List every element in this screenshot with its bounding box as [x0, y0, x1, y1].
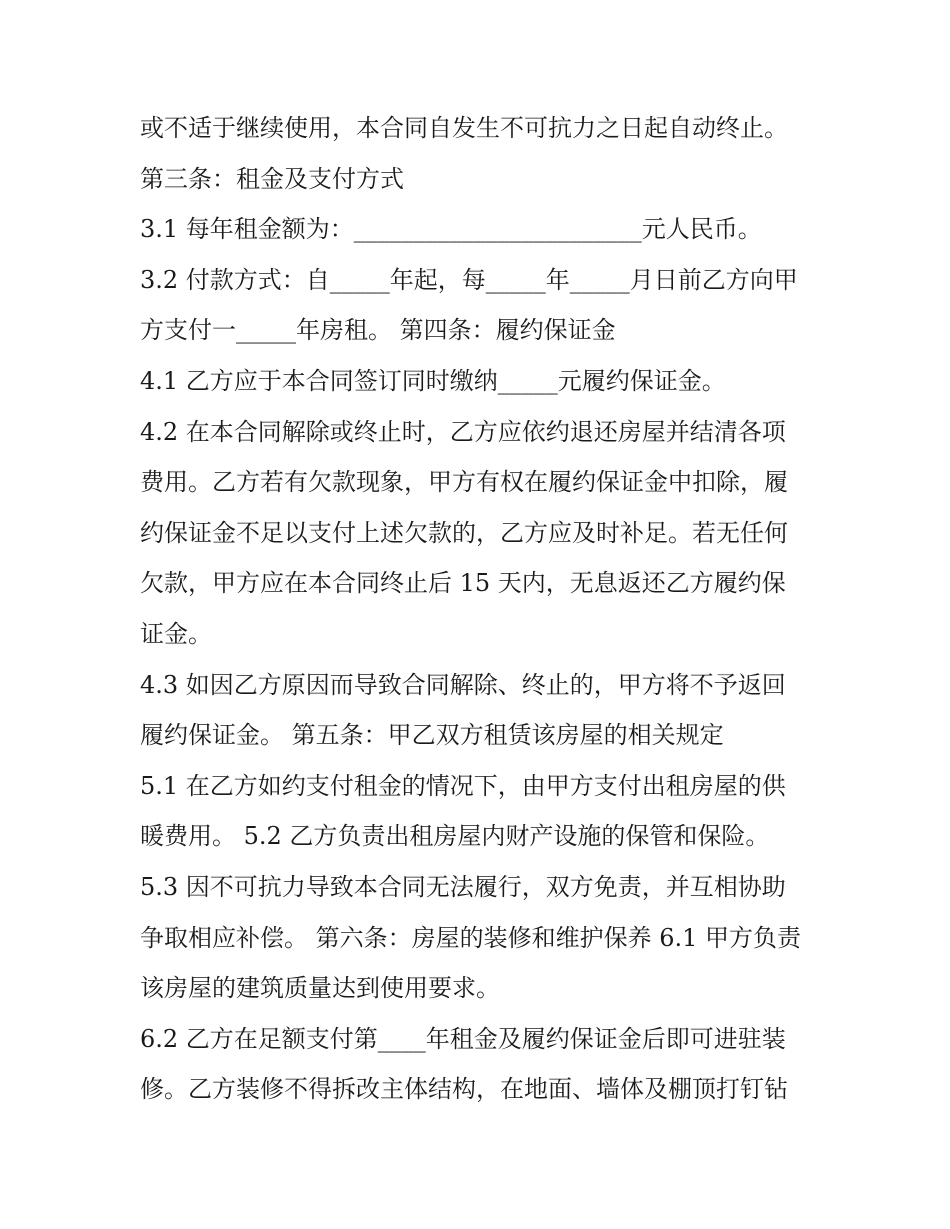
text-line: 5.3 因不可抗力导致本合同无法履行，双方免责，并互相协助: [140, 872, 786, 901]
text-line: 3.2 付款方式：自_____年起，每_____年_____月日前乙方向甲: [140, 265, 798, 294]
text-line: 5.1 在乙方如约支付租金的情况下，由甲方支付出租房屋的供: [140, 771, 786, 800]
text-line: 4.1 乙方应于本合同签订同时缴纳_____元履约保证金。: [140, 366, 726, 395]
text-line: 方支付一_____年房租。 第四条：履约保证金: [140, 316, 616, 345]
text-line: 证金。: [140, 619, 212, 648]
text-line: 履约保证金。 第五条：甲乙双方租赁该房屋的相关规定: [140, 721, 724, 750]
contract-text: [140, 103, 830, 1115]
text-line: 或不适于继续使用，本合同自发生不可抗力之日起自动终止。: [140, 114, 788, 142]
text-line: 4.2 在本合同解除或终止时，乙方应依约退还房屋并结清各项: [140, 417, 786, 446]
text-line: 费用。乙方若有欠款现象，甲方有权在履约保证金中扣除，履: [140, 468, 788, 497]
section-heading-3: 第三条：租金及支付方式: [140, 164, 404, 193]
text-line: 欠款，甲方应在本合同终止后 15 天内，无息返还乙方履约保: [140, 569, 786, 598]
text-line: 3.1 每年租金额为：________________________元人民币。: [140, 215, 762, 244]
text-line: 约保证金不足以支付上述欠款的，乙方应及时补足。若无任何: [140, 518, 788, 547]
text-line: 4.3 如因乙方原因而导致合同解除、终止的，甲方将不予返回: [140, 670, 786, 699]
text-line: 6.2 乙方在足额支付第____年租金及履约保证金后即可进驻装: [140, 1024, 786, 1053]
text-line: 修。乙方装修不得拆改主体结构，在地面、墙体及棚顶打钉钻: [140, 1075, 788, 1104]
text-line: 该房屋的建筑质量达到使用要求。: [140, 974, 500, 1003]
text-line: 争取相应补偿。 第六条：房屋的装修和维护保养 6.1 甲方负责: [140, 923, 802, 952]
text-line: 暖费用。 5.2 乙方负责出租房屋内财产设施的保管和保险。: [140, 822, 770, 851]
